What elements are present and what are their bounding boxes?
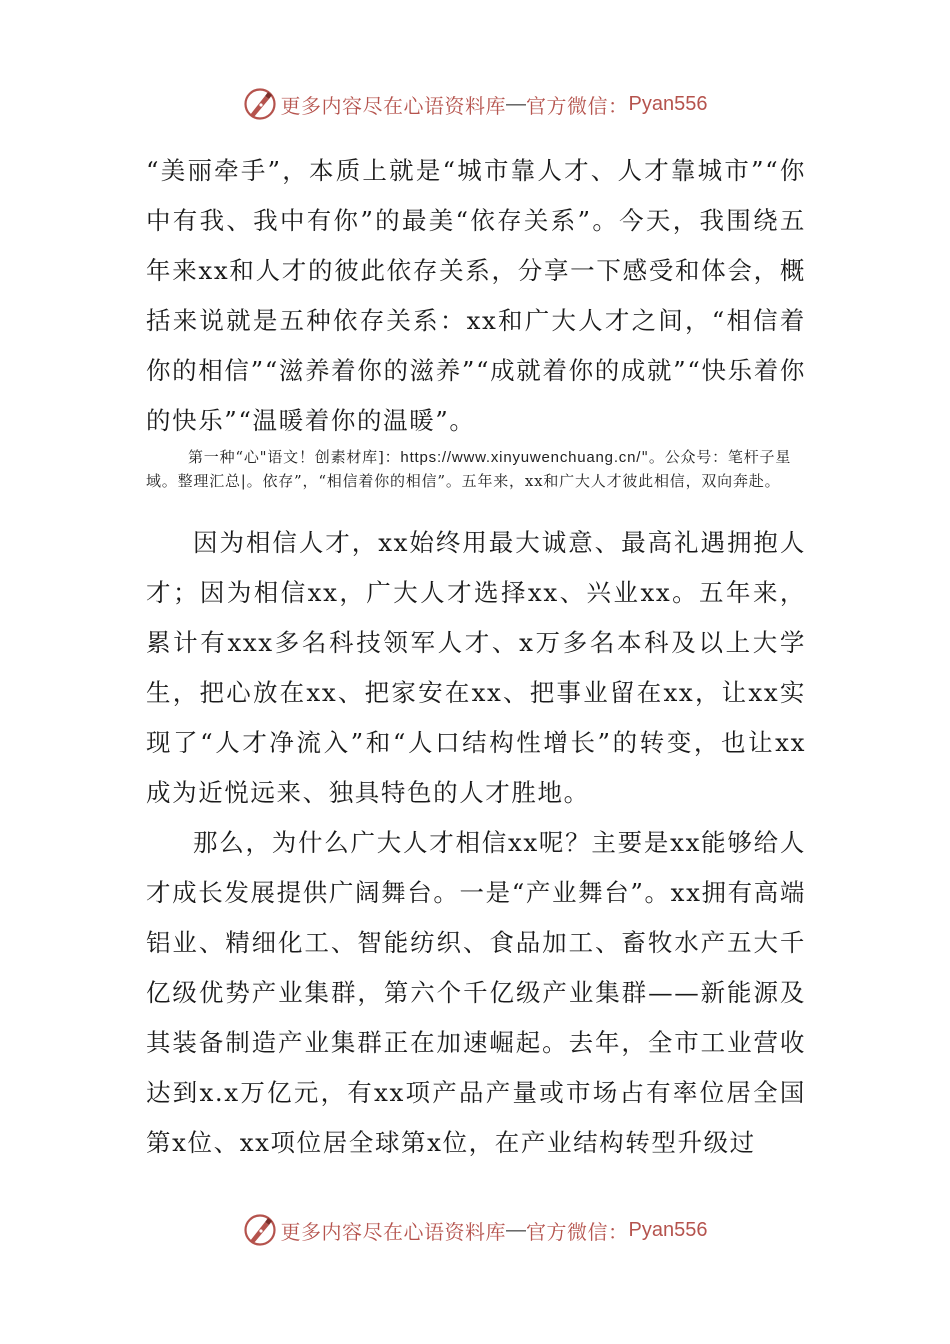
body-block-1 <box>146 146 806 446</box>
pen-nib-logo-icon <box>243 87 277 121</box>
header-official-label: 官方微信： <box>526 93 629 118</box>
header-banner-text: 更多内容尽在心语资料库 <box>280 93 507 118</box>
paragraph-trust-talent: 因为相信人才，xx始终用最大诚意、最高礼遇拥抱人才；因为相信xx，广大人才选择xx、兴业xx。五年来，累计有xxx多名科技领军人才、x万多名本科及以上大学生，把心放在xx、把家安在xx、把事业留在xx，让xx实现了“人才净流入”和“人口结构性增长”的转变，也让xx成为近悦远来、独具特色的人才胜地。 <box>146 528 806 807</box>
header-separator: — <box>506 92 527 115</box>
paragraph-why-trust: 那么，为什么广大人才相信xx呢？主要是xx能够给人才成长发展提供广阔舞台。一是“产业舞台”。xx拥有高端铝业、精细化工、智能纺织、食品加工、畜牧水产五大千亿级优势产业集群，第六个千亿级产业集群——新能源及其装备制造产业集群正在加速崛起。去年，全市工业营收达到x.x万亿元，有xx项产品产量或市场占有率位居全国第x位、xx项位居全球第x位，在产业结构转型升级过 <box>146 828 806 1157</box>
footer-official-label: 官方微信： <box>526 1219 629 1244</box>
header-banner <box>0 84 950 124</box>
paragraph-source-note <box>146 446 806 493</box>
body-block-3 <box>146 518 806 1168</box>
footer-banner <box>0 1210 950 1250</box>
source-url-link[interactable]: https://www.xinyuwenchuang.cn/ <box>400 449 642 466</box>
footer-wechat-id: Pyan556 <box>628 1218 708 1241</box>
pen-nib-logo-icon <box>243 1213 277 1247</box>
body-block-2 <box>146 446 806 493</box>
footer-banner-text: 更多内容尽在心语资料库 <box>280 1219 507 1244</box>
paragraph-intro: “美丽牵手”，本质上就是“城市靠人才、人才靠城市”“你中有我、我中有你”的最美“依存关系”。今天，我围绕五年来xx和人才的彼此依存关系，分享一下感受和体会，概括来说就是五种依存关系：xx和广大人才之间，“相信着你的相信”“滋养着你的滋养”“成就着你的成就”“快乐着你的快乐”“温暖着你的温暖”。 <box>146 156 806 435</box>
header-wechat-id: Pyan556 <box>628 92 708 115</box>
source-note-suffix: "。公众号：笔杆子星域。整理汇总|。依存”，“相信着你的相信”。五年来，xx和广大人才彼此相信，双向奔赴。 <box>146 448 792 490</box>
source-note-prefix: 第一种“心"语文！创素材库]： <box>188 448 401 466</box>
footer-separator: — <box>506 1218 527 1241</box>
